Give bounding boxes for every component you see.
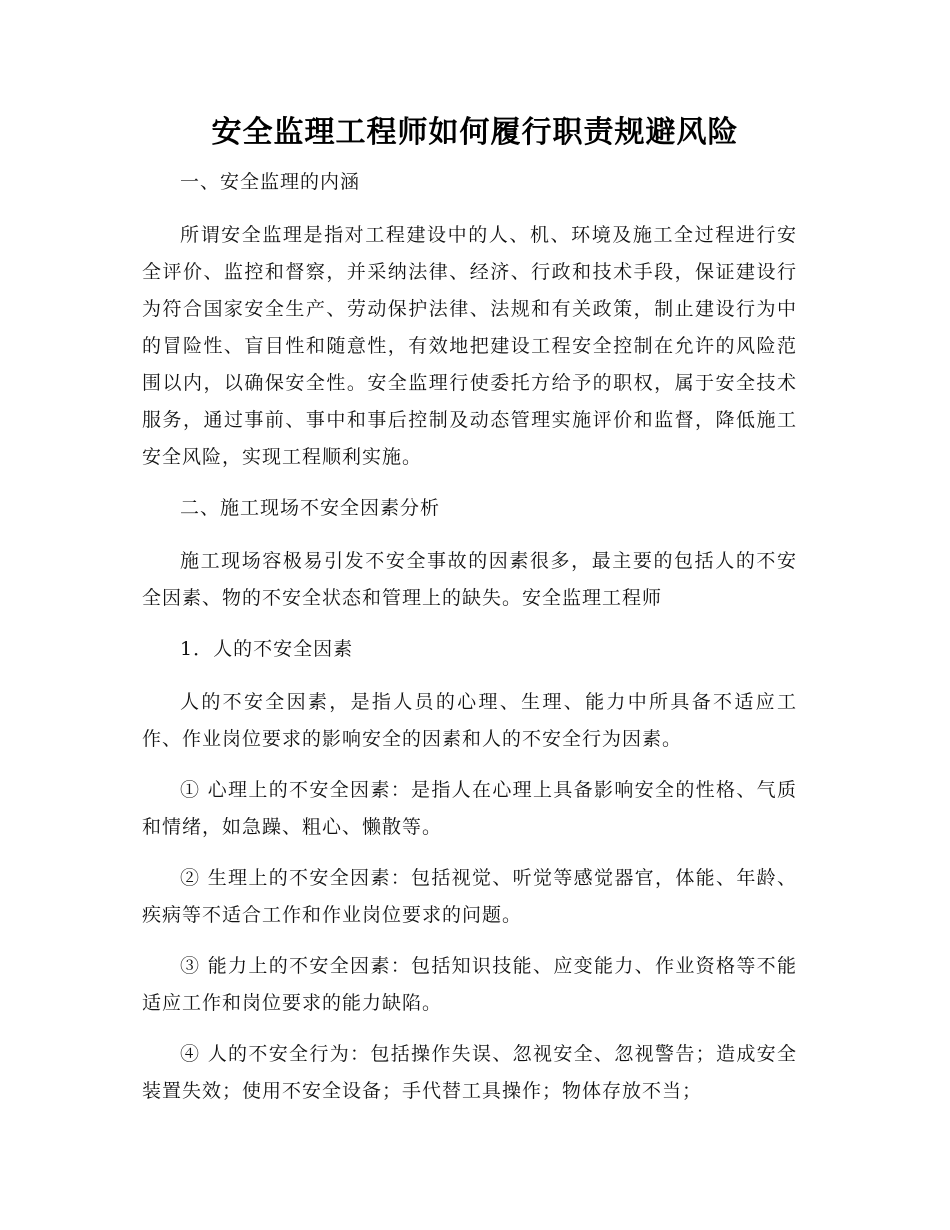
body-paragraph-3: 人的不安全因素，是指人员的心理、生理、能力中所具备不适应工作、作业岗位要求的影响安全的因素和人的不安全行为因素。 — [142, 691, 797, 750]
body-paragraph-1: 所谓安全监理是指对工程建设中的人、机、环境及施工全过程进行安全评价、监控和督察，并采纳法律、经济、行政和技术手段，保证建设行为符合国家安全生产、劳动保护法律、法规和有关政策，制止建设行为中的冒险性、盲目性和随意性，有效地把建设工程安全控制在允许的风险范围以内，以确保安全性。安全监理行使委托方给予的职权，属于安全技术服务，通过事前、事中和事后控制及动态管理实施评价和监督，降低施工安全风险，实现工程顺利实施。 — [142, 224, 797, 468]
body-paragraph-2: 施工现场容极易引发不安全事故的因素很多，最主要的包括人的不安全因素、物的不安全状态和管理上的缺失。安全监理工程师 — [142, 550, 797, 609]
subsection-heading-1: 1．人的不安全因素 — [180, 638, 354, 660]
document-body — [142, 164, 797, 1124]
list-item-2: ② 生理上的不安全因素：包括视觉、听觉等感觉器官，体能、年龄、疾病等不适合工作和作业岗位要求的问题。 — [142, 867, 797, 926]
list-item-1: ① 心理上的不安全因素：是指人在心理上具备影响安全的性格、气质和情绪，如急躁、粗心、懒散等。 — [142, 779, 797, 838]
list-item-3: ③ 能力上的不安全因素：包括知识技能、应变能力、作业资格等不能适应工作和岗位要求的能力缺陷。 — [142, 955, 797, 1014]
section-heading-1: 一、安全监理的内涵 — [180, 171, 361, 193]
list-item-4: ④ 人的不安全行为：包括操作失误、忽视安全、忽视警告；造成安全装置失效；使用不安全设备；手代替工具操作；物体存放不当； — [142, 1043, 797, 1102]
section-heading-2: 二、施工现场不安全因素分析 — [180, 497, 441, 519]
document-title: 安全监理工程师如何履行职责规避风险 — [211, 115, 739, 150]
